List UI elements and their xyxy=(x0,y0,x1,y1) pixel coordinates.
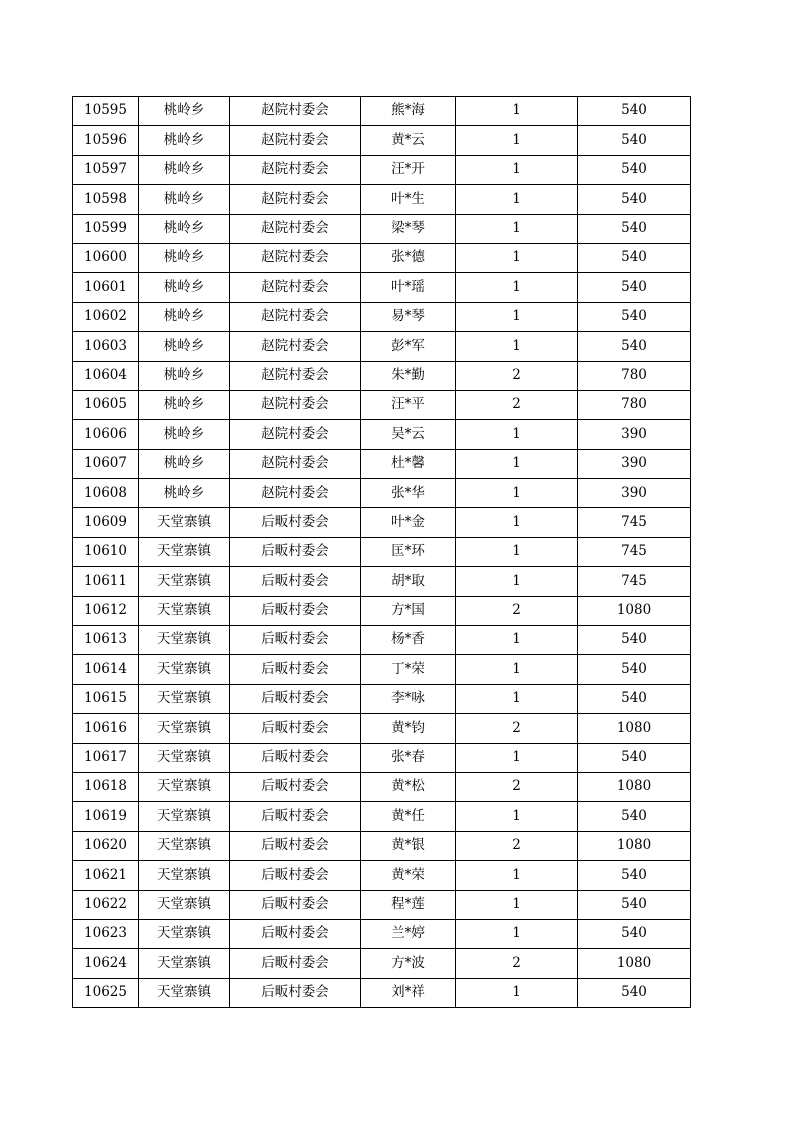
count-cell: 1 xyxy=(456,743,578,772)
village-committee-cell: 赵院村委会 xyxy=(230,390,361,419)
serial-number-cell: 10606 xyxy=(73,420,139,449)
amount-cell: 540 xyxy=(578,97,691,126)
name-cell: 吴*云 xyxy=(361,420,456,449)
name-cell: 李*咏 xyxy=(361,684,456,713)
serial-number-cell: 10622 xyxy=(73,890,139,919)
serial-number-cell: 10619 xyxy=(73,802,139,831)
township-cell: 天堂寨镇 xyxy=(139,655,230,684)
township-cell: 桃岭乡 xyxy=(139,479,230,508)
village-committee-cell: 后畈村委会 xyxy=(230,508,361,537)
count-cell: 1 xyxy=(456,508,578,537)
amount-cell: 745 xyxy=(578,567,691,596)
township-cell: 天堂寨镇 xyxy=(139,861,230,890)
village-committee-cell: 赵院村委会 xyxy=(230,449,361,478)
count-cell: 1 xyxy=(456,479,578,508)
data-table xyxy=(72,96,691,1008)
township-cell: 天堂寨镇 xyxy=(139,890,230,919)
township-cell: 桃岭乡 xyxy=(139,185,230,214)
village-committee-cell: 后畈村委会 xyxy=(230,890,361,919)
village-committee-cell: 赵院村委会 xyxy=(230,479,361,508)
amount-cell: 1080 xyxy=(578,831,691,860)
township-cell: 桃岭乡 xyxy=(139,243,230,272)
village-committee-cell: 后畈村委会 xyxy=(230,772,361,801)
township-cell: 天堂寨镇 xyxy=(139,978,230,1007)
serial-number-cell: 10598 xyxy=(73,185,139,214)
township-cell: 桃岭乡 xyxy=(139,449,230,478)
count-cell: 1 xyxy=(456,861,578,890)
village-committee-cell: 后畈村委会 xyxy=(230,949,361,978)
serial-number-cell: 10596 xyxy=(73,126,139,155)
serial-number-cell: 10597 xyxy=(73,155,139,184)
table-row xyxy=(73,479,691,508)
amount-cell: 1080 xyxy=(578,714,691,743)
village-committee-cell: 后畈村委会 xyxy=(230,831,361,860)
village-committee-cell: 赵院村委会 xyxy=(230,155,361,184)
amount-cell: 1080 xyxy=(578,596,691,625)
serial-number-cell: 10604 xyxy=(73,361,139,390)
table-row xyxy=(73,684,691,713)
table-row xyxy=(73,185,691,214)
name-cell: 杜*馨 xyxy=(361,449,456,478)
table-row xyxy=(73,97,691,126)
township-cell: 天堂寨镇 xyxy=(139,831,230,860)
count-cell: 1 xyxy=(456,567,578,596)
name-cell: 方*波 xyxy=(361,949,456,978)
township-cell: 桃岭乡 xyxy=(139,390,230,419)
amount-cell: 390 xyxy=(578,449,691,478)
table-row xyxy=(73,361,691,390)
count-cell: 1 xyxy=(456,449,578,478)
village-committee-cell: 后畈村委会 xyxy=(230,861,361,890)
name-cell: 张*华 xyxy=(361,479,456,508)
count-cell: 1 xyxy=(456,626,578,655)
village-committee-cell: 后畈村委会 xyxy=(230,743,361,772)
serial-number-cell: 10615 xyxy=(73,684,139,713)
name-cell: 黄*荣 xyxy=(361,861,456,890)
table-row xyxy=(73,302,691,331)
name-cell: 梁*琴 xyxy=(361,214,456,243)
serial-number-cell: 10608 xyxy=(73,479,139,508)
table-row xyxy=(73,831,691,860)
name-cell: 彭*军 xyxy=(361,332,456,361)
name-cell: 丁*荣 xyxy=(361,655,456,684)
village-committee-cell: 赵院村委会 xyxy=(230,243,361,272)
count-cell: 2 xyxy=(456,390,578,419)
table-row xyxy=(73,567,691,596)
table-row xyxy=(73,772,691,801)
village-committee-cell: 赵院村委会 xyxy=(230,361,361,390)
table-row xyxy=(73,655,691,684)
township-cell: 天堂寨镇 xyxy=(139,714,230,743)
name-cell: 方*国 xyxy=(361,596,456,625)
count-cell: 2 xyxy=(456,949,578,978)
name-cell: 叶*金 xyxy=(361,508,456,537)
table-body xyxy=(73,97,691,1008)
amount-cell: 540 xyxy=(578,626,691,655)
name-cell: 黄*银 xyxy=(361,831,456,860)
serial-number-cell: 10611 xyxy=(73,567,139,596)
township-cell: 桃岭乡 xyxy=(139,332,230,361)
township-cell: 天堂寨镇 xyxy=(139,596,230,625)
amount-cell: 540 xyxy=(578,861,691,890)
township-cell: 天堂寨镇 xyxy=(139,626,230,655)
serial-number-cell: 10595 xyxy=(73,97,139,126)
serial-number-cell: 10617 xyxy=(73,743,139,772)
serial-number-cell: 10607 xyxy=(73,449,139,478)
name-cell: 叶*瑶 xyxy=(361,273,456,302)
township-cell: 天堂寨镇 xyxy=(139,802,230,831)
count-cell: 1 xyxy=(456,243,578,272)
amount-cell: 745 xyxy=(578,537,691,566)
table-row xyxy=(73,508,691,537)
amount-cell: 540 xyxy=(578,890,691,919)
name-cell: 刘*祥 xyxy=(361,978,456,1007)
count-cell: 1 xyxy=(456,655,578,684)
village-committee-cell: 后畈村委会 xyxy=(230,655,361,684)
count-cell: 2 xyxy=(456,772,578,801)
count-cell: 2 xyxy=(456,361,578,390)
count-cell: 1 xyxy=(456,302,578,331)
name-cell: 黄*云 xyxy=(361,126,456,155)
name-cell: 胡*取 xyxy=(361,567,456,596)
township-cell: 天堂寨镇 xyxy=(139,567,230,596)
township-cell: 桃岭乡 xyxy=(139,97,230,126)
table-row xyxy=(73,155,691,184)
table-row xyxy=(73,273,691,302)
township-cell: 天堂寨镇 xyxy=(139,684,230,713)
name-cell: 汪*平 xyxy=(361,390,456,419)
village-committee-cell: 后畈村委会 xyxy=(230,919,361,948)
count-cell: 2 xyxy=(456,596,578,625)
count-cell: 1 xyxy=(456,185,578,214)
village-committee-cell: 后畈村委会 xyxy=(230,684,361,713)
village-committee-cell: 赵院村委会 xyxy=(230,185,361,214)
serial-number-cell: 10600 xyxy=(73,243,139,272)
table-row xyxy=(73,537,691,566)
serial-number-cell: 10614 xyxy=(73,655,139,684)
serial-number-cell: 10625 xyxy=(73,978,139,1007)
name-cell: 熊*海 xyxy=(361,97,456,126)
count-cell: 1 xyxy=(456,919,578,948)
name-cell: 张*春 xyxy=(361,743,456,772)
name-cell: 朱*勤 xyxy=(361,361,456,390)
count-cell: 1 xyxy=(456,978,578,1007)
village-committee-cell: 赵院村委会 xyxy=(230,302,361,331)
amount-cell: 390 xyxy=(578,479,691,508)
serial-number-cell: 10602 xyxy=(73,302,139,331)
serial-number-cell: 10624 xyxy=(73,949,139,978)
count-cell: 1 xyxy=(456,332,578,361)
village-committee-cell: 赵院村委会 xyxy=(230,332,361,361)
township-cell: 天堂寨镇 xyxy=(139,743,230,772)
table-row xyxy=(73,861,691,890)
serial-number-cell: 10618 xyxy=(73,772,139,801)
count-cell: 1 xyxy=(456,155,578,184)
table-row xyxy=(73,626,691,655)
township-cell: 桃岭乡 xyxy=(139,273,230,302)
village-committee-cell: 赵院村委会 xyxy=(230,97,361,126)
village-committee-cell: 后畈村委会 xyxy=(230,596,361,625)
village-committee-cell: 赵院村委会 xyxy=(230,420,361,449)
name-cell: 程*莲 xyxy=(361,890,456,919)
amount-cell: 1080 xyxy=(578,949,691,978)
amount-cell: 780 xyxy=(578,361,691,390)
village-committee-cell: 后畈村委会 xyxy=(230,537,361,566)
name-cell: 杨*香 xyxy=(361,626,456,655)
township-cell: 天堂寨镇 xyxy=(139,508,230,537)
serial-number-cell: 10613 xyxy=(73,626,139,655)
amount-cell: 540 xyxy=(578,978,691,1007)
village-committee-cell: 后畈村委会 xyxy=(230,714,361,743)
name-cell: 黄*任 xyxy=(361,802,456,831)
table-row xyxy=(73,978,691,1007)
amount-cell: 1080 xyxy=(578,772,691,801)
name-cell: 黄*钧 xyxy=(361,714,456,743)
township-cell: 天堂寨镇 xyxy=(139,949,230,978)
village-committee-cell: 赵院村委会 xyxy=(230,214,361,243)
amount-cell: 540 xyxy=(578,214,691,243)
name-cell: 叶*生 xyxy=(361,185,456,214)
table-row xyxy=(73,949,691,978)
name-cell: 兰*婷 xyxy=(361,919,456,948)
serial-number-cell: 10610 xyxy=(73,537,139,566)
table-row xyxy=(73,714,691,743)
serial-number-cell: 10620 xyxy=(73,831,139,860)
serial-number-cell: 10609 xyxy=(73,508,139,537)
township-cell: 天堂寨镇 xyxy=(139,772,230,801)
township-cell: 桃岭乡 xyxy=(139,126,230,155)
count-cell: 1 xyxy=(456,420,578,449)
amount-cell: 390 xyxy=(578,420,691,449)
count-cell: 1 xyxy=(456,802,578,831)
count-cell: 1 xyxy=(456,537,578,566)
table-row xyxy=(73,802,691,831)
count-cell: 1 xyxy=(456,890,578,919)
table-row xyxy=(73,420,691,449)
serial-number-cell: 10603 xyxy=(73,332,139,361)
count-cell: 1 xyxy=(456,684,578,713)
name-cell: 汪*开 xyxy=(361,155,456,184)
amount-cell: 540 xyxy=(578,155,691,184)
village-committee-cell: 后畈村委会 xyxy=(230,802,361,831)
table-row xyxy=(73,919,691,948)
township-cell: 天堂寨镇 xyxy=(139,537,230,566)
table-row xyxy=(73,596,691,625)
amount-cell: 540 xyxy=(578,185,691,214)
serial-number-cell: 10601 xyxy=(73,273,139,302)
amount-cell: 540 xyxy=(578,919,691,948)
serial-number-cell: 10605 xyxy=(73,390,139,419)
village-committee-cell: 后畈村委会 xyxy=(230,978,361,1007)
name-cell: 匡*环 xyxy=(361,537,456,566)
serial-number-cell: 10621 xyxy=(73,861,139,890)
count-cell: 1 xyxy=(456,214,578,243)
table-row xyxy=(73,890,691,919)
village-committee-cell: 后畈村委会 xyxy=(230,567,361,596)
name-cell: 张*德 xyxy=(361,243,456,272)
count-cell: 1 xyxy=(456,273,578,302)
serial-number-cell: 10616 xyxy=(73,714,139,743)
township-cell: 桃岭乡 xyxy=(139,361,230,390)
township-cell: 桃岭乡 xyxy=(139,214,230,243)
amount-cell: 780 xyxy=(578,390,691,419)
village-committee-cell: 赵院村委会 xyxy=(230,126,361,155)
amount-cell: 540 xyxy=(578,126,691,155)
amount-cell: 540 xyxy=(578,655,691,684)
serial-number-cell: 10612 xyxy=(73,596,139,625)
count-cell: 2 xyxy=(456,714,578,743)
amount-cell: 540 xyxy=(578,243,691,272)
amount-cell: 540 xyxy=(578,273,691,302)
amount-cell: 540 xyxy=(578,802,691,831)
table-row xyxy=(73,126,691,155)
count-cell: 2 xyxy=(456,831,578,860)
table-row xyxy=(73,390,691,419)
table-row xyxy=(73,332,691,361)
amount-cell: 745 xyxy=(578,508,691,537)
name-cell: 黄*松 xyxy=(361,772,456,801)
amount-cell: 540 xyxy=(578,332,691,361)
count-cell: 1 xyxy=(456,126,578,155)
serial-number-cell: 10623 xyxy=(73,919,139,948)
table-row xyxy=(73,214,691,243)
village-committee-cell: 后畈村委会 xyxy=(230,626,361,655)
table-row xyxy=(73,449,691,478)
table-row xyxy=(73,243,691,272)
name-cell: 易*琴 xyxy=(361,302,456,331)
township-cell: 桃岭乡 xyxy=(139,302,230,331)
table-row xyxy=(73,743,691,772)
amount-cell: 540 xyxy=(578,743,691,772)
serial-number-cell: 10599 xyxy=(73,214,139,243)
village-committee-cell: 赵院村委会 xyxy=(230,273,361,302)
count-cell: 1 xyxy=(456,97,578,126)
township-cell: 天堂寨镇 xyxy=(139,919,230,948)
amount-cell: 540 xyxy=(578,684,691,713)
amount-cell: 540 xyxy=(578,302,691,331)
township-cell: 桃岭乡 xyxy=(139,420,230,449)
township-cell: 桃岭乡 xyxy=(139,155,230,184)
